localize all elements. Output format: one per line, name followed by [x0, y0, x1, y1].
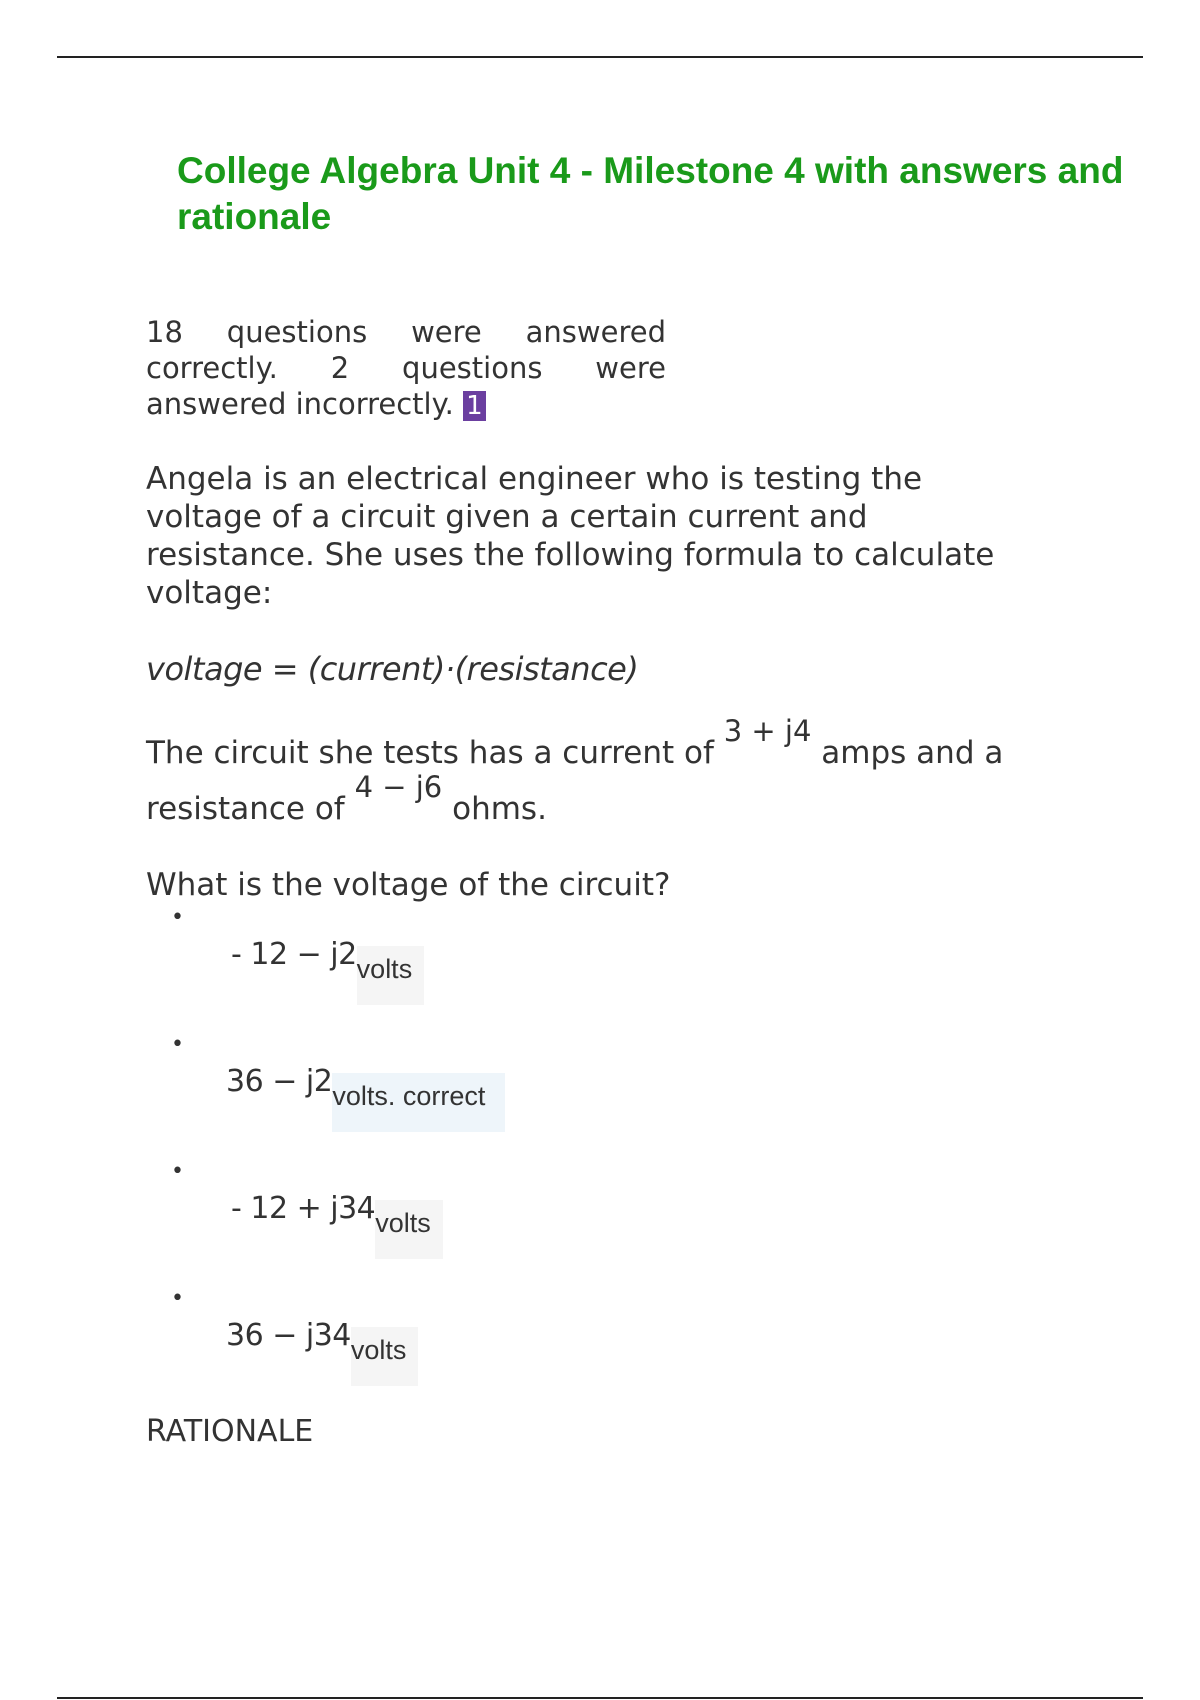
question-text: What is the voltage of the circuit?: [146, 867, 671, 903]
answer-value: - 12 + j34: [231, 1191, 376, 1226]
resistance-value: 4 − j6: [354, 770, 443, 804]
score-summary: [146, 314, 666, 422]
answer-value: 36 − j2: [226, 1064, 333, 1099]
answer-unit: volts: [375, 1200, 443, 1259]
bullet-icon: •: [171, 1032, 184, 1057]
current-value: 3 + j4: [723, 714, 812, 748]
bullet-icon: •: [171, 905, 184, 930]
answer-value: - 12 − j2: [231, 937, 357, 972]
answer-unit: volts: [357, 946, 425, 1005]
answer-option-1[interactable]: [146, 905, 1046, 1032]
page-number-badge: 1: [463, 391, 486, 421]
question-intro: Angela is an electrical engineer who is testing the voltage of a circuit given a certain current and resistance. She uses the following formula to calculate voltage:: [146, 461, 995, 611]
circuit-text-1: The circuit she tests has a current of: [146, 735, 714, 771]
answer-option-3[interactable]: [146, 1159, 1046, 1286]
circuit-text-3: ohms.: [452, 791, 547, 827]
answer-options: [146, 905, 1046, 1413]
circuit-description: [146, 714, 1046, 837]
answer-unit: volts: [351, 1327, 419, 1386]
bullet-icon: •: [171, 1159, 184, 1184]
bullet-icon: •: [171, 1286, 184, 1311]
answer-unit-correct: volts. correct: [332, 1073, 505, 1132]
answer-value: 36 − j34: [226, 1318, 351, 1353]
page-title: College Algebra Unit 4 - Milestone 4 with answers and rationale: [177, 150, 1124, 237]
answer-option-2[interactable]: [146, 1032, 1046, 1159]
voltage-formula: voltage = (current)·(resistance): [146, 650, 639, 688]
answer-option-4[interactable]: [146, 1286, 1046, 1413]
top-rule: [57, 56, 1143, 58]
rationale-heading: RATIONALE: [146, 1414, 314, 1449]
bottom-rule: [57, 1697, 1143, 1699]
score-summary-text: 18 questions were answered correctly. 2 questions were answered incorrectly.: [146, 315, 666, 421]
circuit-text-2: amps and a resistance of: [146, 735, 1004, 827]
